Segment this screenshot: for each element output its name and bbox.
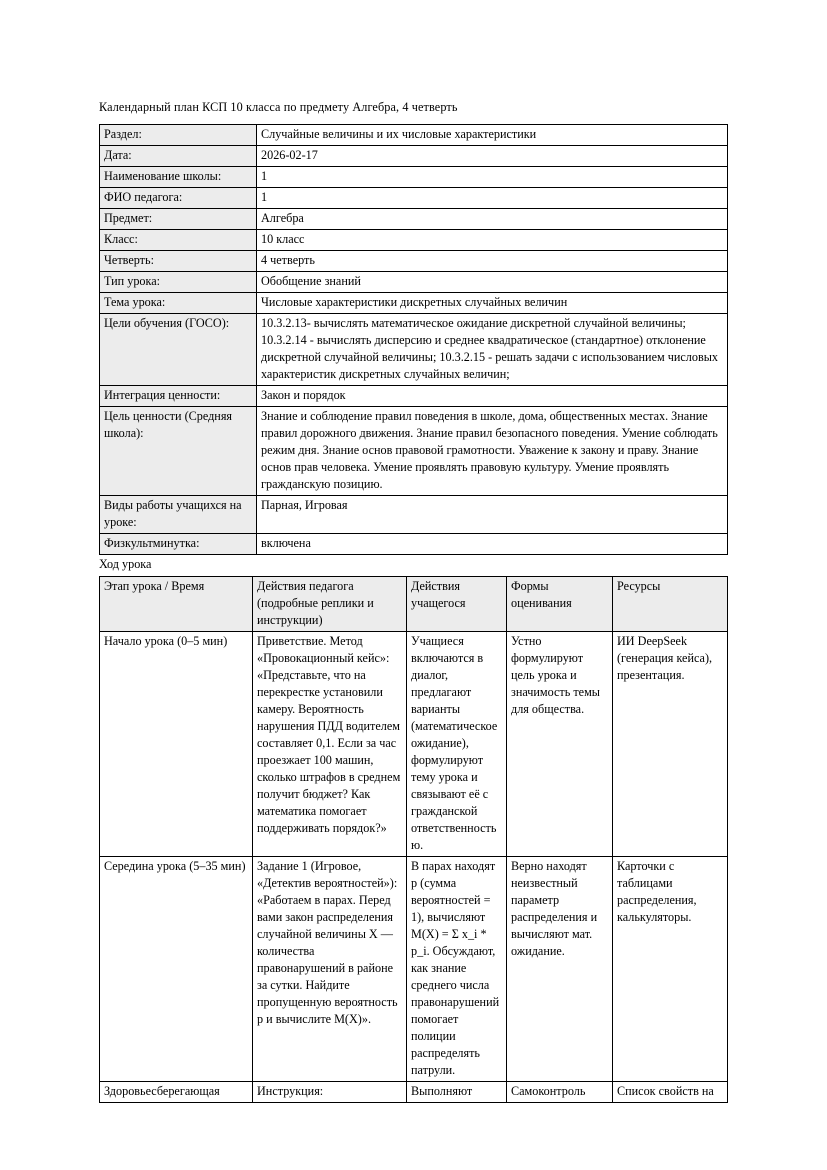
info-value: 1: [257, 188, 728, 209]
info-value: Случайные величины и их числовые характеристики: [257, 125, 728, 146]
table-row: [100, 857, 728, 1082]
cell-resources: ИИ DeepSeek (генерация кейса), презентация.: [613, 632, 728, 857]
column-header-stage: Этап урока / Время: [100, 577, 253, 632]
info-value: Знание и соблюдение правил поведения в школе, дома, общественных местах. Знание правил дорожного движения. Знание правил безопасного поведения. Умение соблюдать режим дня. Знание основ правовой грамотности. Уважение к закону и праву. Знание основ прав человека. Умение проявлять правовую культуру. Умение проявлять гражданскую позицию.: [257, 407, 728, 496]
page-title: Календарный план КСП 10 класса по предмету Алгебра, 4 четверть: [99, 100, 458, 114]
info-label: Цель ценности (Средняя школа):: [100, 407, 257, 496]
info-label: Цели обучения (ГОСО):: [100, 314, 257, 386]
cell-teacher-actions: Задание 1 (Игровое, «Детектив вероятностей»): «Работаем в парах. Перед вами закон распределения случайной величины X — количества правонарушений в районе за сутки. Найдите пропущенную вероятность p и вычислите M(X)».: [253, 857, 407, 1082]
table-row: [100, 632, 728, 857]
info-label: Интеграция ценности:: [100, 386, 257, 407]
cell-resources: Карточки с таблицами распределения, калькуляторы.: [613, 857, 728, 1082]
lesson-flow-header: [100, 577, 728, 632]
cell-resources: Список свойств на: [613, 1082, 728, 1103]
lesson-flow-body: [100, 632, 728, 1103]
table-row: [100, 251, 728, 272]
info-label: Физкультминутка:: [100, 534, 257, 555]
column-header-student-actions: Действия учащегося: [407, 577, 507, 632]
info-value: 2026-02-17: [257, 146, 728, 167]
cell-student-actions: Выполняют: [407, 1082, 507, 1103]
document-content: [99, 99, 727, 1103]
cell-stage: Здоровьесберегающая: [100, 1082, 253, 1103]
info-value: 10 класс: [257, 230, 728, 251]
cell-stage: Середина урока (5–35 мин): [100, 857, 253, 1082]
cell-assessment: Устно формулируют цель урока и значимость темы для общества.: [507, 632, 613, 857]
info-value: Числовые характеристики дискретных случайных величин: [257, 293, 728, 314]
table-row: [100, 314, 728, 386]
info-value: включена: [257, 534, 728, 555]
lesson-info-body: [100, 125, 728, 555]
table-row: [100, 496, 728, 534]
table-row: [100, 293, 728, 314]
table-row: [100, 188, 728, 209]
info-label: Класс:: [100, 230, 257, 251]
info-label: Виды работы учащихся на уроке:: [100, 496, 257, 534]
info-value: Алгебра: [257, 209, 728, 230]
cell-assessment: Самоконтроль: [507, 1082, 613, 1103]
cell-teacher-actions: Инструкция:: [253, 1082, 407, 1103]
table-row: [100, 272, 728, 293]
info-value: Обобщение знаний: [257, 272, 728, 293]
table-row: [100, 209, 728, 230]
info-label: ФИО педагога:: [100, 188, 257, 209]
cell-assessment: Верно находят неизвестный параметр распределения и вычисляют мат. ожидание.: [507, 857, 613, 1082]
table-row-clipped: [100, 1082, 728, 1103]
table-row: [100, 534, 728, 555]
info-value: Закон и порядок: [257, 386, 728, 407]
lesson-info-table: [99, 124, 728, 555]
table-row: [100, 407, 728, 496]
info-value: 1: [257, 167, 728, 188]
info-label: Тема урока:: [100, 293, 257, 314]
info-label: Раздел:: [100, 125, 257, 146]
info-value: Парная, Игровая: [257, 496, 728, 534]
table-row: [100, 167, 728, 188]
cell-stage: Начало урока (0–5 мин): [100, 632, 253, 857]
column-header-resources: Ресурсы: [613, 577, 728, 632]
lesson-flow-table: [99, 576, 728, 1103]
table-header-row: [100, 577, 728, 632]
info-label: Предмет:: [100, 209, 257, 230]
info-value: 4 четверть: [257, 251, 728, 272]
cell-teacher-actions: Приветствие. Метод «Провокационный кейс»: «Представьте, что на перекрестке установили камеру. Вероятность нарушения ПДД водителем составляет 0,1. Если за час проезжает 100 машин, сколько штрафов в среднем получит бюджет? Как математика помогает поддерживать порядок?»: [253, 632, 407, 857]
table-row: [100, 146, 728, 167]
info-label: Наименование школы:: [100, 167, 257, 188]
column-header-teacher-actions: Действия педагога (подробные реплики и инструкции): [253, 577, 407, 632]
cell-student-actions: Учащиеся включаются в диалог, предлагают варианты (математическое ожидание), формулируют тему урока и связывают её с гражданской ответственностью.: [407, 632, 507, 857]
info-value: 10.3.2.13- вычислять математическое ожидание дискретной случайной величины; 10.3.2.14 - вычислять дисперсию и среднее квадратическое (стандартное) отклонение дискретной случайной величины; 10.3.2.15 - решать задачи с использованием числовых характеристик дискретных случайных величин;: [257, 314, 728, 386]
info-label: Тип урока:: [100, 272, 257, 293]
table-row: [100, 230, 728, 251]
info-label: Дата:: [100, 146, 257, 167]
table-row: [100, 386, 728, 407]
column-header-assessment: Формы оценивания: [507, 577, 613, 632]
info-label: Четверть:: [100, 251, 257, 272]
cell-student-actions: В парах находят p (сумма вероятностей = 1), вычисляют M(X) = Σ x_i * p_i. Обсуждают, как знание среднего числа правонарушений помогает полиции распределять патрули.: [407, 857, 507, 1082]
section-heading-lesson-flow: Ход урока: [99, 557, 152, 571]
table-row: [100, 125, 728, 146]
